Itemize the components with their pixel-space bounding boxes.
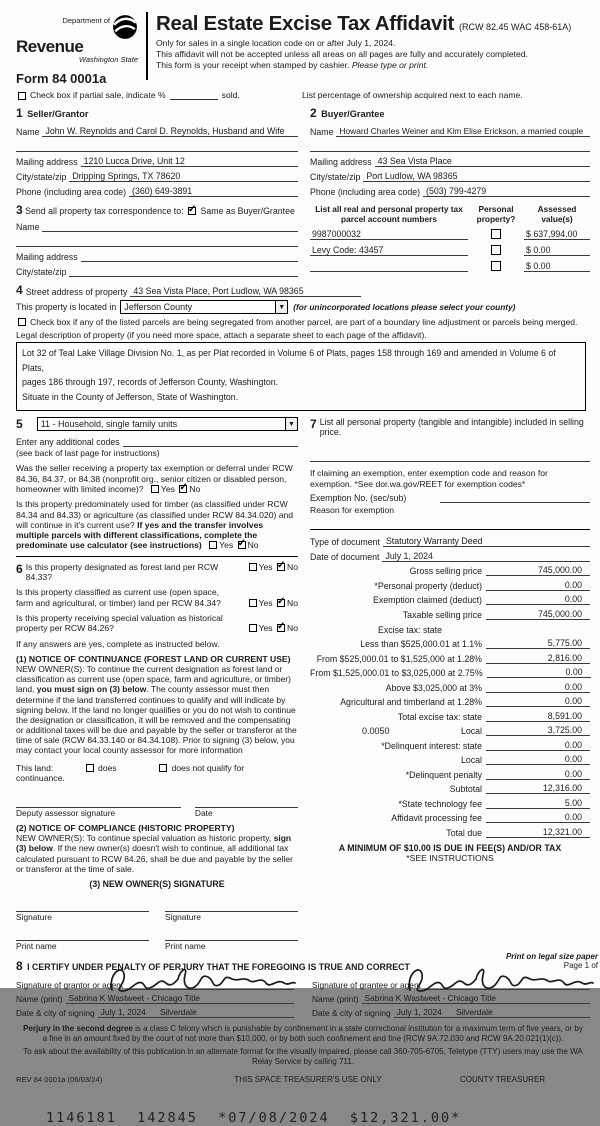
legal-line-1: Lot 32 of Teal Lake Village Division No. 1, as per Plat recorded in Volume 6 of Plats, pages 158 through 169 and amended in Volume 6 of Plats, xyxy=(22,348,556,373)
ownership-note: List percentage of ownership acquired next to each name. xyxy=(302,90,523,101)
treasurer-stamp: 1146181 142845 *07/08/2024 $12,321.00* xyxy=(46,1110,462,1126)
signature-label: Signature xyxy=(165,912,201,923)
seller-city-field[interactable]: Dripping Springs, TX 78620 xyxy=(69,171,298,182)
street-address-field[interactable]: 43 Sea Vista Place, Port Ludlow, WA 98365 xyxy=(130,286,361,297)
corr-mailing-label: Mailing address xyxy=(16,252,78,263)
dept-of-label: Department of xyxy=(62,16,110,25)
buyer-city-label: City/state/zip xyxy=(310,172,361,183)
timber-yes-checkbox[interactable] xyxy=(209,541,217,549)
grantee-name-print-field[interactable]: Sabrina K Wastweet - Chicago Title xyxy=(362,993,590,1004)
buyer-section xyxy=(310,104,590,197)
current-use-question: Is this property classified as current use (open space, farm and agricultural, or timber) land per RCW 84.34? Yes ✓ No xyxy=(16,587,298,608)
tax-line-label: Agricultural and timberland at 1.28% xyxy=(340,697,482,708)
instruction-line-1: Only for sales in a single location code on or after July 1, 2024. xyxy=(156,38,396,48)
county-treasurer-label: COUNTY TREASURER xyxy=(460,1075,546,1085)
county-note: (for unincorporated locations please select your county) xyxy=(293,302,516,313)
parcel-col3-header: Assessed value(s) xyxy=(537,204,577,224)
seller-phone-field[interactable]: (360) 649-3891 xyxy=(129,186,298,197)
revenue-wordmark: Revenue xyxy=(16,37,84,56)
assessor-date-field[interactable] xyxy=(195,797,298,808)
tax-line-label: *Delinquent interest: state xyxy=(381,740,482,751)
segregated-checkbox[interactable] xyxy=(18,318,26,326)
doc-type-field[interactable]: Statutory Warranty Deed xyxy=(383,536,590,547)
excise-tax-state-header: Excise tax: state xyxy=(377,624,443,635)
land-does-not-checkbox[interactable] xyxy=(159,764,167,772)
county-selected-value: Jefferson County xyxy=(124,302,193,313)
timber-agriculture-question: Is this property predominately used for timber (as classified under RCW 84.34 and 84.33) or agriculture (as classified under RCW 84.34.020) and will continue in it's current use? If yes and the transfer involves multiple parcels with different classifications, complete the predominate use calculator (see instructions) Yes ✓ No xyxy=(16,499,298,551)
grantor-signature-field[interactable] xyxy=(126,979,294,990)
section8-number: 8 xyxy=(16,959,23,974)
form-number: Form 84 0001a xyxy=(16,71,107,87)
corr-city-label: City/state/zip xyxy=(16,267,67,278)
tax-line-value[interactable]: 745,000.00 xyxy=(486,565,590,576)
forest-yes-checkbox[interactable] xyxy=(249,563,257,571)
personal-property-checkbox[interactable] xyxy=(491,245,501,255)
certify-statement: I CERTIFY UNDER PENALTY OF PERJURY THAT THE FOREGOING IS TRUE AND CORRECT xyxy=(27,962,410,973)
corr-name-field[interactable] xyxy=(42,221,298,232)
grantee-signature-field[interactable] xyxy=(424,979,590,990)
exemption-note: If claiming an exemption, enter exemption code and reason for exemption. *See dor.wa.gov/REET for exemption codes* xyxy=(310,468,548,490)
tax-line-value[interactable]: 5,775.00 xyxy=(486,638,590,649)
buyer-name2-field[interactable] xyxy=(310,141,590,152)
new-owner-signature-field-1[interactable] xyxy=(16,901,149,912)
exemption-no-checkbox[interactable] xyxy=(179,485,187,493)
notice1-text: NEW OWNER(S): To continue the current designation as forest land or classification as current use (open space, farm and agriculture, or timber) land, you must sign on (3) below. The county assessor must then determine if the land transferred continues to qualify and will indicate by signing below. If the land no longer qualifies or you do not wish to continue the designation or classification, it will be removed and the compensating or additional taxes will be due and payable by the seller or transferor at the time of sale (RCW 84.33.140 or 84.34.108). Prior to signing (3) below, you may contact your local county assessor for more information xyxy=(16,663,297,756)
print-legal-note: Print on legal size paper xyxy=(505,952,598,961)
tax-line-value[interactable]: 3,725.00 xyxy=(486,725,590,736)
additional-codes-field[interactable] xyxy=(123,436,298,447)
historic-no-checkbox[interactable] xyxy=(277,624,285,632)
header-divider xyxy=(146,12,148,80)
tax-line-value[interactable]: 12,321.00 xyxy=(486,827,590,838)
continuance-label: continuance. xyxy=(16,772,65,783)
same-as-buyer-label: Same as Buyer/Grantee xyxy=(200,206,295,217)
legal-description-label: Legal description of property (if you need more space, attach a separate sheet to each page of the affidavit). xyxy=(16,330,427,341)
reason-exemption-label: Reason for exemption xyxy=(310,504,395,515)
tax-line-value[interactable]: 0.00 xyxy=(486,740,590,751)
instruction-line-2: This affidavit will not be accepted unless all areas on all pages are fully and accurately completed. xyxy=(156,49,528,60)
street-address-label: Street address of property xyxy=(25,287,128,298)
washington-state-label: Washington State xyxy=(78,55,138,65)
buyer-name-field[interactable]: Howard Charles Weiner and Kim Elise Erickson, a married couple xyxy=(336,126,590,137)
chevron-down-icon: ▼ xyxy=(275,301,287,313)
seller-city-label: City/state/zip xyxy=(16,172,67,183)
grantor-signature-block xyxy=(16,976,294,1018)
new-owner-signature-field-2[interactable] xyxy=(165,901,298,912)
seller-section xyxy=(16,104,298,197)
tax-line-value[interactable]: 5.00 xyxy=(486,798,590,809)
grantee-date-city-field[interactable]: July 1, 2024 Silverdale xyxy=(394,1007,590,1018)
parcel-account-field[interactable]: Levy Code: 43457 xyxy=(310,245,468,256)
grantor-sig-label: Signature of grantor or agent xyxy=(16,980,124,991)
section6-number: 6 xyxy=(16,561,23,576)
tax-line-value[interactable]: 745,000.00 xyxy=(486,609,590,620)
seller-mailing-field[interactable]: 1210 Lucca Drive, Unit 12 xyxy=(81,156,298,167)
exemption-deferral-question: Was the seller receiving a property tax exemption or deferral under RCW 84.36, 84.37, or 84.38 (nonprofit org., senior citizen or disabled person, homeowner with limited income)? Yes ✓ No xyxy=(16,463,298,494)
corr-mailing-field[interactable] xyxy=(81,251,298,262)
notice2-title: (2) NOTICE OF COMPLIANCE (HISTORIC PROPERTY) xyxy=(16,823,235,834)
tax-line-label: Subtotal xyxy=(449,784,482,795)
date-city-label: Date & city of signing xyxy=(312,1008,391,1019)
corr-name-label: Name xyxy=(16,222,40,233)
section5-number: 5 xyxy=(16,417,23,432)
section6-divider xyxy=(16,556,298,557)
tax-line-value[interactable]: 12,316.00 xyxy=(486,783,590,794)
tax-line-label: *State technology fee xyxy=(398,798,482,809)
forest-no-checkbox[interactable] xyxy=(277,563,285,571)
tax-line-label: Total due xyxy=(446,827,482,838)
new-owner-signature-title: (3) NEW OWNER(S) SIGNATURE xyxy=(89,879,225,890)
exemption-no-field[interactable] xyxy=(440,492,590,503)
segregated-text: Check box if any of the listed parcels are being segregated from another parcel, are part of a boundary line adjustment or parcels being merged. xyxy=(30,317,578,328)
deputy-assessor-signature-field[interactable] xyxy=(16,797,181,808)
buyer-city-field[interactable]: Port Ludlow, WA 98365 xyxy=(363,171,590,182)
date-city-label: Date & city of signing xyxy=(16,1008,95,1019)
parcel-col1-header: List all real and personal property tax parcel account numbers xyxy=(315,204,463,224)
buyer-phone-field[interactable]: (503) 799-4279 xyxy=(423,186,590,197)
grantee-sig-label: Signature of grantee or agent xyxy=(312,980,421,991)
treasurer-use-label: THIS SPACE TREASURER'S USE ONLY xyxy=(234,1075,382,1085)
codes-note: (see back of last page for instructions) xyxy=(16,448,160,459)
buyer-name-label: Name xyxy=(310,127,334,138)
assessed-value-field[interactable]: $ 637,994.00 xyxy=(524,229,590,240)
county-select[interactable] xyxy=(120,300,288,314)
personal-property-checkbox[interactable] xyxy=(491,261,501,271)
section1-heading: Seller/Grantor xyxy=(27,109,89,120)
timber-no-checkbox[interactable] xyxy=(238,541,246,549)
tax-line-value[interactable]: 0.00 xyxy=(486,580,590,591)
corr-city-field[interactable] xyxy=(69,266,298,277)
parcel-table xyxy=(310,203,590,277)
sold-label: sold. xyxy=(221,90,240,101)
tax-line-value[interactable]: 0.00 xyxy=(486,812,590,823)
personal-property-section xyxy=(310,417,590,437)
section2-number: 2 xyxy=(310,106,317,121)
doc-type-label: Type of document xyxy=(310,536,380,547)
exemption-yes-checkbox[interactable] xyxy=(151,485,159,493)
additional-codes-label: Enter any additional codes xyxy=(16,437,120,448)
tax-line-label: From $1,525,000.01 to $3,025,000 at 2.75% xyxy=(310,668,483,679)
tax-line-label: Affidavit processing fee xyxy=(391,813,482,824)
tax-line-label: Local xyxy=(460,755,482,766)
tax-line-value[interactable]: 0.00 xyxy=(486,594,590,605)
exemption-no-label: Exemption No. (sec/sub) xyxy=(310,492,407,503)
parcel-row xyxy=(310,229,590,240)
tax-line-label: Exemption claimed (deduct) xyxy=(372,595,482,606)
page-indicator: Page 1 of xyxy=(563,961,598,970)
section1-number: 1 xyxy=(16,106,23,121)
perjury-statement: Perjury in the second degree is a class C felony which is punishable by confinement in a state correctional institution for a maximum term of five years, or by a fine in an amount fixed by the court of not more than $10,000, or by both such confinement and fine (RCW 9A.72.030 and RCW 9A.20.021(1)(c)). xyxy=(23,1024,583,1044)
name-print-label: Name (print) xyxy=(16,994,63,1005)
certification-section xyxy=(16,957,590,1018)
assessed-value-field[interactable]: $ 0.00 xyxy=(524,245,590,256)
name-print-label: Name (print) xyxy=(312,994,359,1005)
tax-correspondence-section xyxy=(16,203,298,277)
doc-date-label: Date of document xyxy=(310,551,380,562)
tax-line-label: Gross selling price xyxy=(409,566,482,577)
legal-line-2: pages 186 through 197, records of Jefferson County, Washington. xyxy=(22,377,279,388)
tax-line-label: Total excise tax: state xyxy=(397,711,482,722)
print-name-label: Print name xyxy=(16,941,57,952)
dor-swirl-icon xyxy=(112,14,138,45)
tax-line-value[interactable]: 0.00 xyxy=(486,682,590,693)
land-does-checkbox[interactable] xyxy=(86,764,94,772)
assessor-date-label: Date xyxy=(194,808,213,819)
doc-date-field[interactable]: July 1, 2024 xyxy=(382,551,590,562)
minimum-due-note: A MINIMUM OF $10.00 IS DUE IN FEE(S) AND/OR TAX xyxy=(338,842,562,853)
currentuse-yes-checkbox[interactable] xyxy=(249,599,257,607)
same-as-buyer-checkbox[interactable] xyxy=(188,207,196,215)
buyer-phone-label: Phone (including area code) xyxy=(310,187,421,198)
grantor-date-city-field[interactable]: July 1, 2024 Silverdale xyxy=(98,1007,294,1018)
tax-line-value[interactable]: 0.00 xyxy=(486,696,590,707)
document-divider xyxy=(310,529,590,530)
section7-heading: List all personal property (tangible and intangible) included in selling price. xyxy=(319,417,584,438)
parcel-account-field[interactable] xyxy=(310,261,468,272)
section3-number: 3 xyxy=(16,203,23,218)
chevron-down-icon: ▼ xyxy=(285,418,297,430)
notice2-text: NEW OWNER(S): To continue special valuation as historic property, sign (3) below. If the new owner(s) doesn't wish to continue, all additional tax calculated pursuant to RCW 84.26, shall be due and payable by the seller or transferor at the time of sale. xyxy=(16,833,293,874)
print-name-label: Print name xyxy=(165,941,206,952)
tax-line-label: Local xyxy=(460,726,482,737)
tax-line-label: Taxable selling price xyxy=(402,609,482,620)
grantee-signature-block xyxy=(312,976,590,1018)
rev-form-id: REV 84 0001a (06/03/24) xyxy=(16,1075,103,1085)
this-land-row: This land: does does not qualify for continuance. xyxy=(16,763,298,784)
grantor-name-print-field[interactable]: Sabrina K Wastweet - Chicago Title xyxy=(66,993,294,1004)
local-rate-value: 0.0050 xyxy=(362,726,390,737)
personal-property-list-field[interactable] xyxy=(310,451,590,462)
tax-line-value[interactable]: 0.00 xyxy=(486,754,590,765)
if-yes-note: If any answers are yes, complete as instructed below. xyxy=(16,638,220,649)
rcw-reference: (RCW 82.45 WAC 458-61A) xyxy=(459,22,572,32)
tax-line-value[interactable]: 0.00 xyxy=(487,667,591,678)
seller-name2-field[interactable] xyxy=(16,141,298,152)
notice1-title: (1) NOTICE OF CONTINUANCE (FOREST LAND OR CURRENT USE) xyxy=(16,653,291,664)
land-use-code-select[interactable] xyxy=(37,417,298,431)
land-use-code-value: 11 - Household, single family units xyxy=(40,419,178,430)
buyer-mailing-label: Mailing address xyxy=(310,157,372,168)
tax-line-label: Above $3,025,000 at 3% xyxy=(385,682,482,693)
tax-line-label: *Delinquent penalty xyxy=(405,769,482,780)
personal-property-checkbox[interactable] xyxy=(491,229,501,239)
buyer-mailing-field[interactable]: 43 Sea Vista Place xyxy=(375,156,590,167)
new-owner-printname-field-1[interactable] xyxy=(16,930,149,941)
tax-line-label: *Personal property (deduct) xyxy=(374,580,482,591)
parcel-row xyxy=(310,245,590,256)
partial-sale-checkbox[interactable] xyxy=(18,92,26,100)
section7-number: 7 xyxy=(310,417,317,432)
new-owner-printname-field-2[interactable] xyxy=(165,930,298,941)
accessibility-statement: To ask about the availability of this publication in an alternate format for the visually impaired, please call 360-705-6705. Teletype (TTY) users may use the WA Relay Service by calling 711. xyxy=(23,1047,583,1067)
tax-line-label: From $525,000.01 to $1,525,000 at 1.28% xyxy=(316,653,482,664)
partial-sale-percent-field[interactable] xyxy=(170,90,218,100)
see-instructions-note: *SEE INSTRUCTIONS xyxy=(406,852,494,863)
parcel-col2-header: Personal property? xyxy=(476,204,516,224)
tax-line-value[interactable]: 8,591.00 xyxy=(486,711,590,722)
page-title: Real Estate Excise Tax Affidavit xyxy=(156,12,455,35)
tax-line-value[interactable]: 0.00 xyxy=(486,769,590,780)
partial-sale-label: Check box if partial sale, indicate % xyxy=(30,90,166,101)
instruction-line-3: This form is your receipt when stamped by cashier. Please type or print. xyxy=(156,60,429,71)
historic-property-question: Is this property receiving special valuation as historical property per RCW 84.26? Yes ✓ No xyxy=(16,613,298,634)
forest-land-question: 6 Is this property designated as forest land per RCW 84.33? Yes ✓ No xyxy=(16,562,298,583)
section4-number: 4 xyxy=(16,283,23,298)
form-header xyxy=(16,10,590,86)
dor-logo-block xyxy=(16,10,138,86)
use-code-row xyxy=(16,417,298,431)
type-or-print-note: Please type or print. xyxy=(351,60,429,71)
section2-heading: Buyer/Grantee xyxy=(321,109,385,120)
section3-text: Send all property tax correspondence to: xyxy=(25,206,184,217)
deputy-assessor-label: Deputy assessor signature xyxy=(16,808,116,819)
historic-yes-checkbox[interactable] xyxy=(249,624,257,632)
currentuse-no-checkbox[interactable] xyxy=(277,599,285,607)
seller-mailing-label: Mailing address xyxy=(16,157,78,168)
tax-line-value[interactable]: 2,816.00 xyxy=(486,653,590,664)
parcel-account-field[interactable]: 9987000032 xyxy=(310,229,468,240)
parcel-row xyxy=(310,261,590,272)
located-in-label: This property is located in xyxy=(16,302,117,313)
legal-line-3: Situate in the County of Jefferson, State of Washington. xyxy=(22,391,239,402)
property-section xyxy=(16,283,590,411)
signature-label: Signature xyxy=(16,912,52,923)
tax-line-label: Less than $525,000.01 at 1.1% xyxy=(360,639,482,650)
seller-name-field[interactable]: John W. Reynolds and Carol D. Reynolds, Husband and Wife xyxy=(42,126,298,137)
seller-phone-label: Phone (including area code) xyxy=(16,187,127,198)
corr-name2-field[interactable] xyxy=(16,236,298,247)
assessed-value-field[interactable]: $ 0.00 xyxy=(524,261,590,272)
legal-description-box[interactable] xyxy=(16,342,586,411)
seller-name-label: Name xyxy=(16,127,40,138)
